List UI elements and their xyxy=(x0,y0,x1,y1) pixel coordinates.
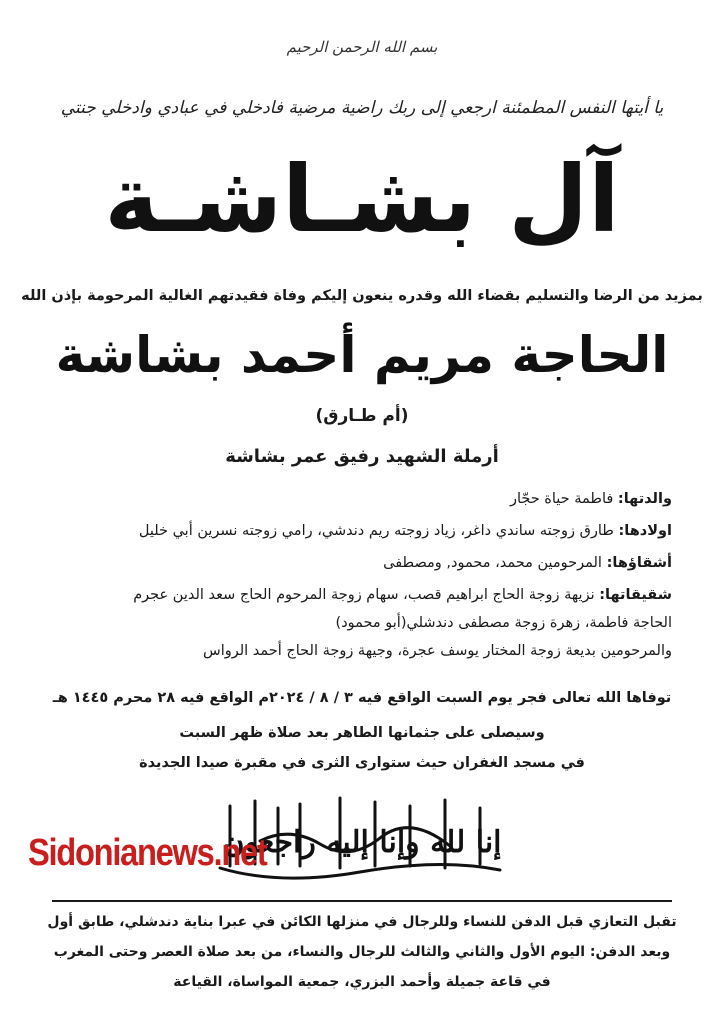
family-name: آل بشـاشـة xyxy=(104,146,620,253)
quran-verse: يا أيتها النفس المطمئنة ارجعي إلى ربك راضية مرضية فادخلي في عبادي وادخلي جنتي xyxy=(60,98,664,118)
sisters-label: شقيقاتها: xyxy=(599,587,672,603)
death-date: توفاها الله تعالى فجر يوم السبت الواقع فيه ٣ / ٨ / ٢٠٢٤م الواقع فيه ٢٨ محرم ١٤٤٥ هـ xyxy=(52,690,672,706)
mother-value: فاطمة حياة حجّار xyxy=(509,491,614,507)
children-label: اولادها: xyxy=(618,523,672,539)
sisters-value: نزيهة زوجة الحاج ابراهيم قصب، سهام زوجة المرحوم الحاج سعد الدين عجرم xyxy=(133,587,595,603)
burial-info: في مسجد الغفران حيث ستوارى الثرى في مقبرة صيدا الجديدة xyxy=(139,755,585,771)
condolence-line-3: في قاعة جميلة وأحمد البزري، جمعية المواساة، القياعة xyxy=(173,974,551,990)
sisters-row-2: الحاجة فاطمة، زهرة زوجة مصطفى دندشلي(أبو محمود) xyxy=(335,615,672,631)
deceased-nickname: (أم طـارق) xyxy=(315,406,409,426)
deceased-name: الحاجة مريم أحمد بشاشة xyxy=(55,326,669,384)
widow-of: أرملة الشهيد رفيق عمر بشاشة xyxy=(225,446,499,467)
sisters-row-3: والمرحومين بديعة زوجة المختار يوسف عجرة، وجيهة زوجة الحاج أحمد الرواس xyxy=(203,643,672,659)
mother-row xyxy=(32,488,672,510)
intro-text: بمزيد من الرضا والتسليم بقضاء الله وقدره ينعون إليكم وفاة فقيدتهم الغالية المرحومة بإذن الله xyxy=(21,288,703,304)
basmala: بسم الله الرحمن الرحيم xyxy=(286,38,438,56)
mother-label: والدتها: xyxy=(617,491,672,507)
prayer-info: وسيصلى على جثمانها الطاهر بعد صلاة ظهر السبت xyxy=(179,725,545,741)
calligraphy-text: إنا لله وإنا إليه راجعون xyxy=(222,825,502,860)
condolence-line-2: وبعد الدفن: اليوم الأول والثاني والثالث للرجال والنساء، من بعد صلاة العصر وحتى المغرب xyxy=(53,944,671,960)
brothers-value: المرحومين محمد، محمود, ومصطفى xyxy=(383,555,602,571)
watermark: Sidonianews.net xyxy=(28,832,267,874)
brothers-row xyxy=(32,552,672,574)
children-row xyxy=(32,520,672,542)
brothers-label: أشقاؤها: xyxy=(606,555,672,571)
sisters-row xyxy=(32,584,672,606)
divider xyxy=(52,900,672,902)
children-value: طارق زوجته ساندي داغر، زياد زوجته ريم دندشي، رامي زوجته نسرين أبي خليل xyxy=(138,523,614,539)
condolence-line-1: تقبل التعازي قبل الدفن للنساء وللرجال في منزلها الكائن في عبرا بناية دندشلي، طابق أول xyxy=(47,914,677,930)
